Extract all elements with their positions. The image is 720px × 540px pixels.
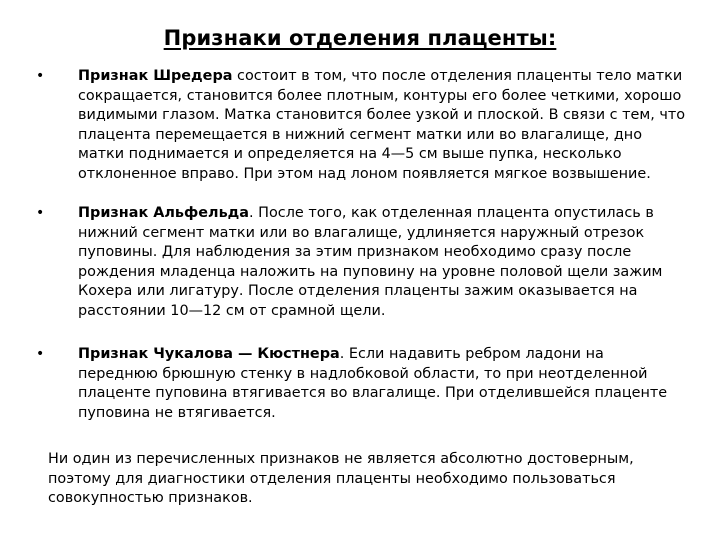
list-item-description: . Если надавить ребром ладони на переднюю брюшную стенку в надлобковой области, то при неотделенной плаценте пуповина втягивается во влагалище. При отделившейся плаценте пуповина не втягивается. [78,346,668,421]
list-item-term: Признак Чукалова — Кюстнера [78,346,340,362]
conclusion-paragraph: Ни один из перечисленных признаков не является абсолютно достоверным, поэтому для диагностики отделения плаценты необходимо пользоваться совокупностью признаков. [48,451,634,506]
list-item-schroeder-sign [36,67,688,184]
list-item-term: Признак Альфельда [78,205,250,221]
bullet-marker: • [36,346,45,362]
bullet-marker: • [36,68,45,84]
list-item-description: состоит в том, что после отделения плаценты тело матки сокращается, становится более плотным, контуры его более четкими, хорошо видимыми глазом. Матка становится более узкой и плоской. В связи с тем, что плацента перемещается в нижний сегмент матки или во влагалище, дно матки поднимается и определяется на 4—5 см выше пупка, несколько отклоненное вправо. При этом над лоном появляется мягкое возвышение. [78,68,686,182]
bullet-marker: • [36,205,45,221]
list-item-term: Признак Шредера [78,68,233,84]
list-item-chukalov-kustner-sign [36,345,688,423]
list-item-text [78,345,688,423]
list-item-description: . После того, как отделенная плацента опустилась в нижний сегмент матки или во влагалище, удлиняется наружный отрезок пуповины. Для наблюдения за этим признаком необходимо сразу после рождения младенца наложить на пуповину на уровне половой щели зажим Кохера или лигатуру. После отделения плаценты зажим оказывается на расстоянии 10—12 см от срамной щели. [78,205,663,319]
page-title: Признаки отделения плаценты: [163,26,557,50]
list-item-alfeld-sign [36,204,688,321]
list-item-text [78,204,688,321]
list-item-text [78,67,688,184]
